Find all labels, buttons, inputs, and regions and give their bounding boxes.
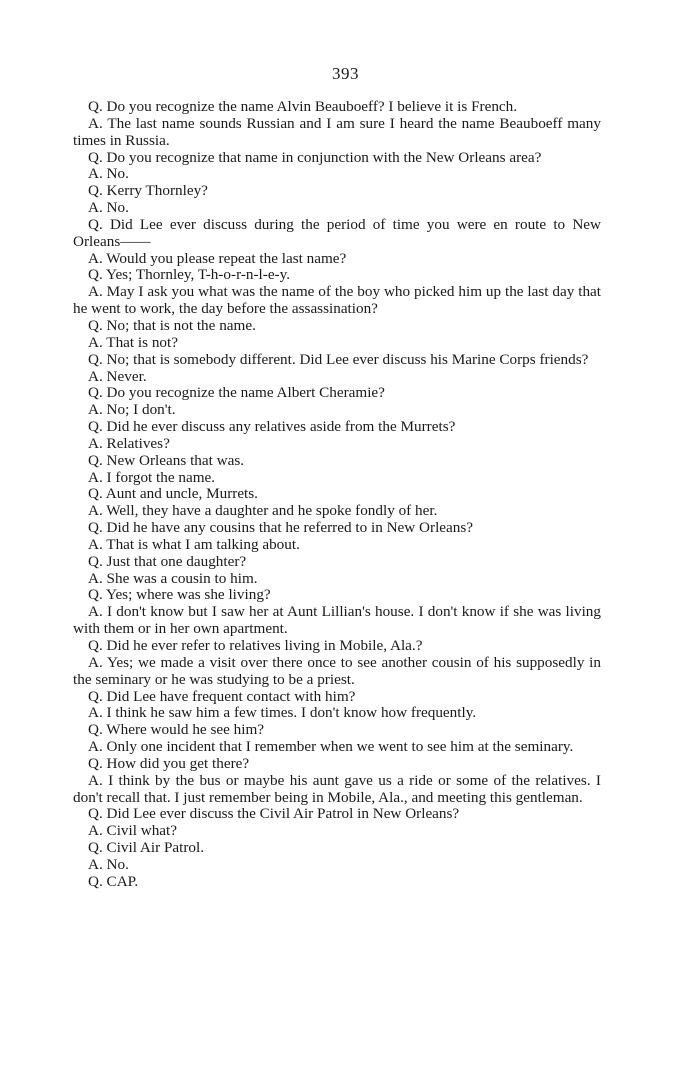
transcript-paragraph: A. Would you please repeat the last name? xyxy=(88,249,347,267)
transcript-paragraph: Q. CAP. xyxy=(88,872,139,890)
page-number: 393 xyxy=(332,64,359,83)
transcript-paragraph: Q. Do you recognize that name in conjunction with the New Orleans area? xyxy=(88,148,542,166)
transcript-paragraph: A. Yes; we made a visit over there once to see another cousin of his supposedly in the seminary or he was studying to be a priest. xyxy=(73,653,601,688)
transcript-paragraph: A. No. xyxy=(88,165,129,183)
transcript-paragraph: A. No. xyxy=(88,855,129,873)
transcript-body xyxy=(73,99,601,891)
transcript-paragraph: A. Only one incident that I remember when we went to see him at the seminary. xyxy=(88,738,574,756)
transcript-paragraph: A. That is not? xyxy=(88,333,178,351)
transcript-paragraph: Q. Where would he see him? xyxy=(88,721,265,739)
transcript-paragraph: A. She was a cousin to him. xyxy=(88,569,258,587)
transcript-paragraph: A. No. xyxy=(88,199,129,217)
transcript-paragraph: A. Civil what? xyxy=(88,822,178,840)
transcript-paragraph: A. That is what I am talking about. xyxy=(88,535,300,553)
transcript-paragraph: Q. Kerry Thornley? xyxy=(88,182,208,200)
transcript-paragraph: Q. Did Lee ever discuss the Civil Air Patrol in New Orleans? xyxy=(88,805,460,823)
transcript-paragraph: Q. New Orleans that was. xyxy=(88,451,245,469)
transcript-paragraph: Q. Yes; where was she living? xyxy=(88,586,271,604)
transcript-paragraph: Q. Do you recognize the name Alvin Beauboeff? I believe it is French. xyxy=(88,98,518,115)
transcript-paragraph: Q. Did Lee have frequent contact with him? xyxy=(88,687,356,705)
transcript-paragraph: A. No; I don't. xyxy=(88,401,176,419)
transcript-paragraph: A. Well, they have a daughter and he spoke fondly of her. xyxy=(88,502,438,520)
transcript-paragraph: A. Never. xyxy=(88,367,147,385)
transcript-paragraph: Q. Did he ever refer to relatives living in Mobile, Ala.? xyxy=(88,637,423,654)
transcript-paragraph: A. The last name sounds Russian and I am sure I heard the name Beauboeff many times in Russia. xyxy=(73,114,601,149)
transcript-paragraph: Q. Did Lee ever discuss during the period of time you were en route to New Orleans—— xyxy=(73,215,601,250)
transcript-paragraph: Q. Yes; Thornley, T-h-o-r-n-l-e-y. xyxy=(88,266,291,284)
transcript-paragraph: Q. Do you recognize the name Albert Cheramie? xyxy=(88,384,385,402)
transcript-paragraph: A. I think by the bus or maybe his aunt gave us a ride or some of the relatives. I don't recall that. I just remember being in Mobile, Ala., and meeting this gentleman. xyxy=(73,771,601,806)
transcript-paragraph: A. I don't know but I saw her at Aunt Lillian's house. I don't know if she was living with them or in her own apartment. xyxy=(73,603,601,638)
transcript-paragraph: Q. No; that is not the name. xyxy=(88,316,256,334)
transcript-paragraph: A. Relatives? xyxy=(88,434,170,452)
transcript-paragraph: Q. Civil Air Patrol. xyxy=(88,839,205,857)
transcript-paragraph: A. I think he saw him a few times. I don't know how frequently. xyxy=(88,704,477,722)
transcript-paragraph: Q. Did he ever discuss any relatives aside from the Murrets? xyxy=(88,418,456,436)
transcript-paragraph: Q. No; that is somebody different. Did Lee ever discuss his Marine Corps friends? xyxy=(88,350,589,368)
transcript-paragraph: Q. How did you get there? xyxy=(88,754,250,772)
transcript-paragraph: Q. Did he have any cousins that he referred to in New Orleans? xyxy=(88,519,474,537)
transcript-paragraph: A. I forgot the name. xyxy=(88,468,216,486)
transcript-paragraph: Q. Aunt and uncle, Murrets. xyxy=(88,485,258,503)
transcript-paragraph: Q. Just that one daughter? xyxy=(88,552,247,570)
transcript-paragraph: A. May I ask you what was the name of the boy who picked him up the last day that he went to work, the day before the assassination? xyxy=(73,283,601,318)
